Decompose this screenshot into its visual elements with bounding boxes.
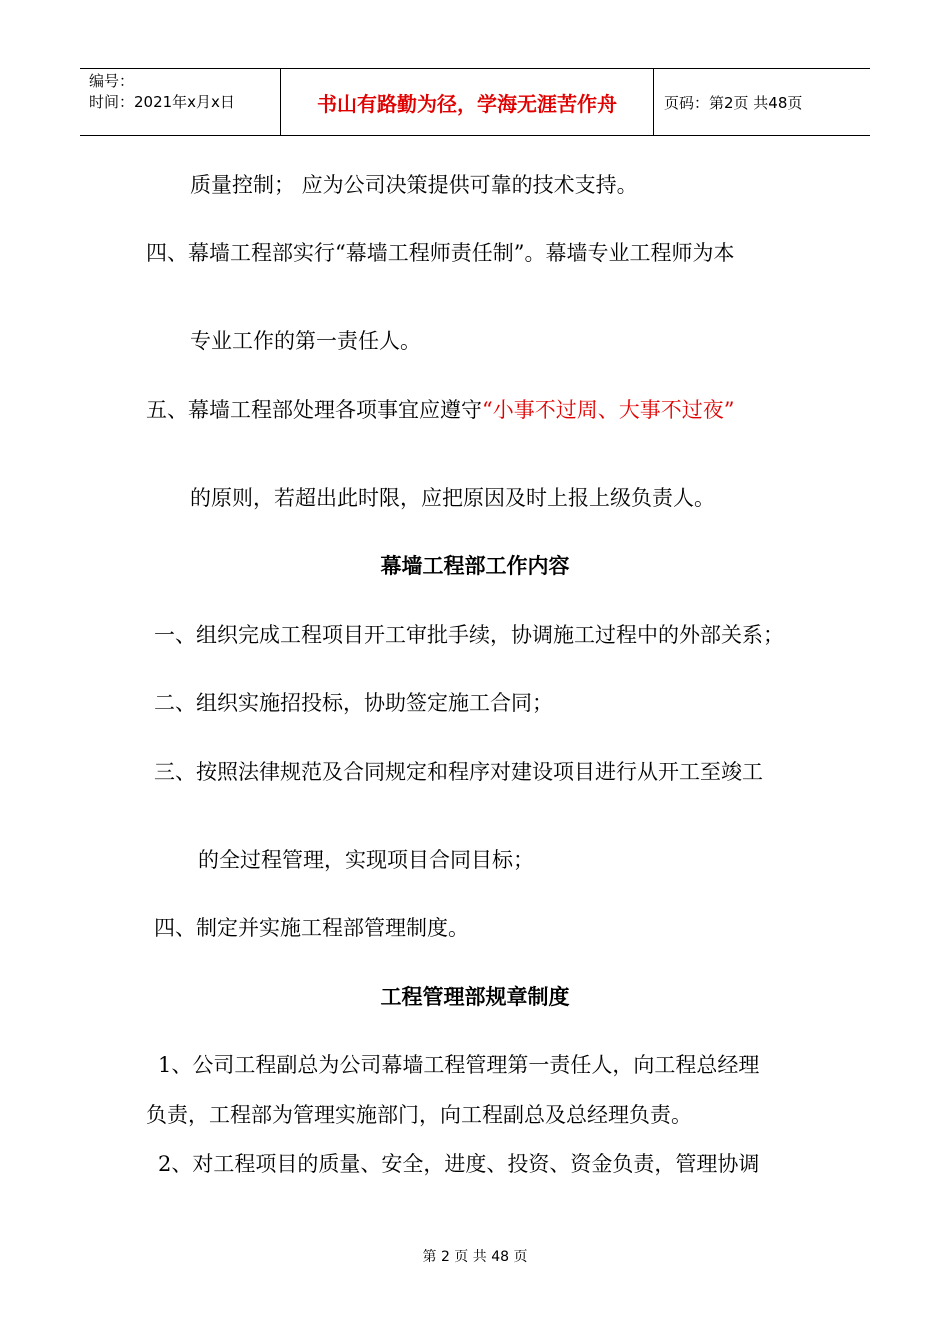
header-meta-cell [80,69,281,135]
paragraph-line-with-highlight [146,397,734,423]
list-item: 一、组织完成工程项目开工审批手续，协调施工过程中的外部关系； [154,623,784,647]
header-page-info: 页码：第2页 共48页 [664,93,803,112]
paragraph-line: 质量控制； 应为公司决策提供可靠的技术支持。 [190,173,638,197]
section-heading: 工程管理部规章制度 [380,985,570,1009]
list-item: 三、按照法律规范及合同规定和程序对建设项目进行从开工至竣工 [154,760,763,784]
list-item-continued: 的全过程管理，实现项目合同目标； [198,848,534,872]
header-motto: 书山有路勤为径，学海无涯苦作舟 [281,69,654,135]
list-item: 四、制定并实施工程部管理制度。 [154,916,469,940]
highlight-text: “小事不过周、大事不过夜” [482,398,735,422]
page-header [80,68,870,136]
date-label: 时间：2021年x月x日 [89,93,235,111]
list-item: 1、公司工程副总为公司幕墙工程管理第一责任人，向工程总经理 [158,1053,760,1077]
paragraph-line: 四、幕墙工程部实行“幕墙工程师责任制”。幕墙专业工程师为本 [146,241,735,265]
list-item: 二、组织实施招投标，协助签定施工合同； [154,691,553,715]
section-heading: 幕墙工程部工作内容 [380,554,570,578]
list-item-continued: 负责，工程部为管理实施部门，向工程副总及总经理负责。 [146,1103,692,1127]
list-item: 2、对工程项目的质量、安全，进度、投资、资金负责，管理协调 [158,1152,760,1176]
paragraph-text: 五、幕墙工程部处理各项事宜应遵守 [146,398,482,422]
paragraph-line: 的原则，若超出此时限，应把原因及时上报上级负责人。 [190,486,715,510]
paragraph-line: 专业工作的第一责任人。 [190,329,421,353]
page-footer: 第 2 页 共 48 页 [422,1249,528,1265]
number-label: 编号： [89,72,135,90]
